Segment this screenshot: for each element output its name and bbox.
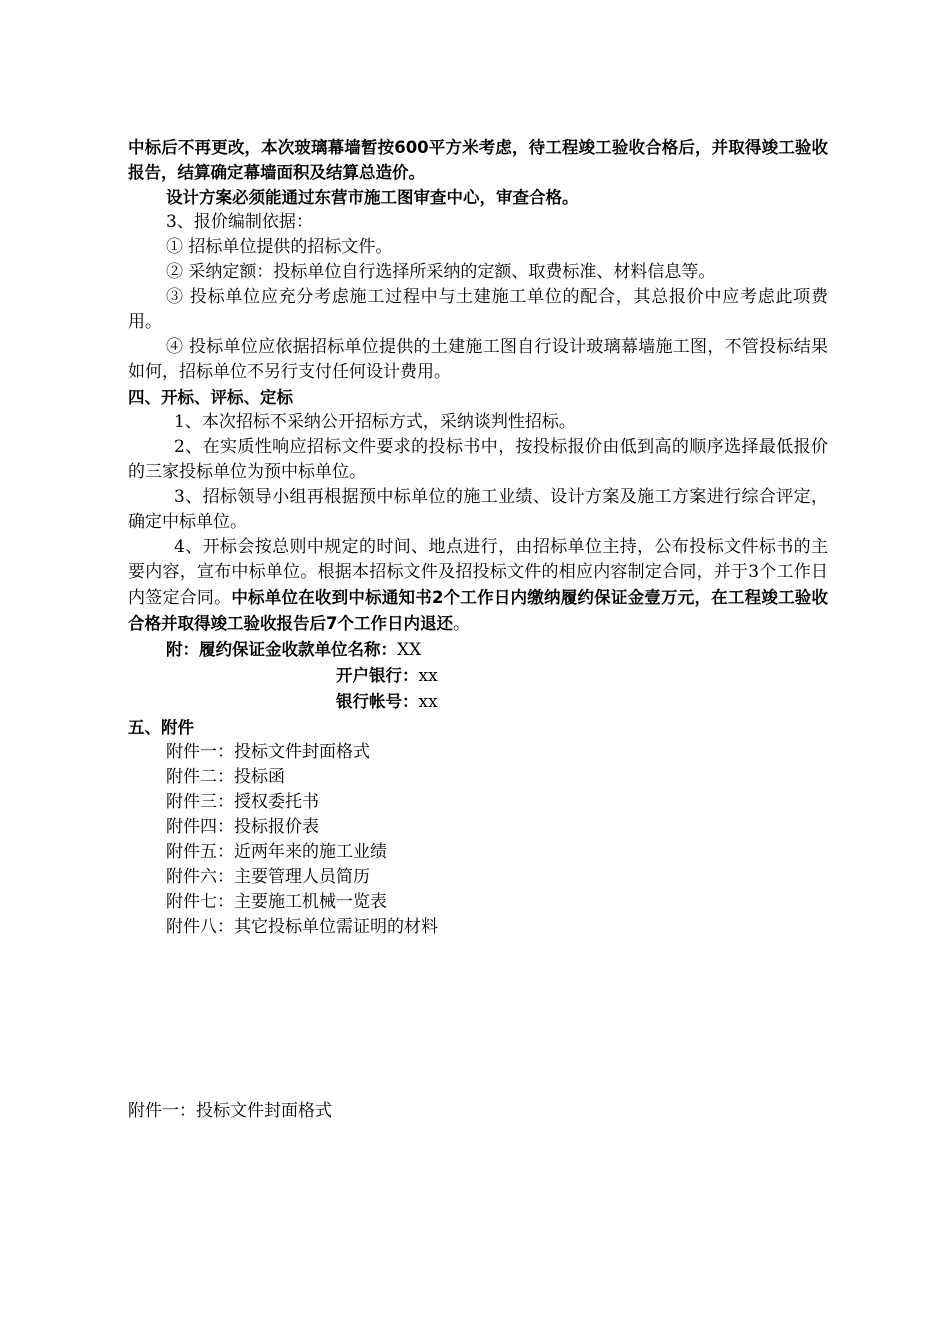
intro-bold-paragraph: 中标后不再更改，本次玻璃幕墙暂按600平方米考虑，待工程竣工验收合格后，并取得竣工验收报告，结算确定幕墙面积及结算总造价。 xyxy=(128,138,828,182)
deposit-bank-value: xx xyxy=(418,666,438,686)
deposit-account-value: xx xyxy=(418,692,438,712)
basis-item-3: ③ 投标单位应充分考虑施工过程中与土建施工单位的配合，其总报价中应考虑此项费用。 xyxy=(128,287,828,332)
attachment-item: 附件七：主要施工机械一览表 xyxy=(166,892,387,912)
document-body xyxy=(128,135,828,940)
attachment-item: 附件一：投标文件封面格式 xyxy=(166,742,370,762)
attachment-item: 附件四：投标报价表 xyxy=(166,817,319,837)
item-4-normal-text: 4、开标会按总则中规定的时间、地点进行，由招标单位主持，公布投标文件标书的主要内容，宣布中标单位。根据本招标文件及招投标文件的相应内容制定合同，并于3个工作日内签定合同。 xyxy=(128,537,828,608)
attachment-item: 附件八：其它投标单位需证明的材料 xyxy=(166,917,438,937)
deposit-account-label: 银行帐号： xyxy=(336,692,419,711)
section-4-item-3: 3、招标领导小组再根据预中标单位的施工业绩、设计方案及施工方案进行综合评定，确定中标单位。 xyxy=(128,487,828,532)
section-4-item-4 xyxy=(128,535,828,637)
attachment-1-title: 附件一：投标文件封面格式 xyxy=(128,1101,332,1121)
deposit-bank-label: 开户银行： xyxy=(336,666,419,685)
basis-item-4: ④ 投标单位应依据招标单位提供的土建施工图自行设计玻璃幕墙施工图，不管投标结果如何，招标单位不另行支付任何设计费用。 xyxy=(128,337,828,382)
deposit-account-row xyxy=(128,689,828,715)
design-approval-note: 设计方案必须能通过东营市施工图审查中心，审查合格。 xyxy=(166,188,579,207)
section-4-item-1: 1、本次招标不采纳公开招标方式，采纳谈判性招标。 xyxy=(174,412,576,432)
item-4-bold-text: 中标单位在收到中标通知书2个工作日内缴纳履约保证金壹万元，在工程竣工验收合格并取得竣工验收报告后7个工作日内退还 xyxy=(128,588,829,633)
deposit-payee-row xyxy=(128,637,828,663)
deposit-payee-value: XX xyxy=(397,640,422,660)
item-4-end: 。 xyxy=(452,614,470,634)
section-4-item-2: 2、在实质性响应招标文件要求的投标书中，按投标报价由低到高的顺序选择最低报价的三家投标单位为预中标单位。 xyxy=(128,437,828,482)
deposit-bank-row xyxy=(128,663,828,689)
attachment-item: 附件三：授权委托书 xyxy=(166,792,319,812)
deposit-payee-label: 附：履约保证金收款单位名称： xyxy=(166,640,397,659)
section-4-heading: 四、开标、评标、定标 xyxy=(128,388,293,407)
attachment-item: 附件五：近两年来的施工业绩 xyxy=(166,842,387,862)
basis-item-1: ① 招标单位提供的招标文件。 xyxy=(166,237,393,257)
section-5-heading: 五、附件 xyxy=(128,718,194,737)
basis-title: 3、报价编制依据： xyxy=(166,212,313,232)
basis-item-2: ② 采纳定额：投标单位自行选择所采纳的定额、取费标准、材料信息等。 xyxy=(166,262,716,282)
attachment-item: 附件六：主要管理人员简历 xyxy=(166,867,370,887)
attachment-item: 附件二：投标函 xyxy=(166,767,285,787)
attachment-list xyxy=(128,740,828,940)
